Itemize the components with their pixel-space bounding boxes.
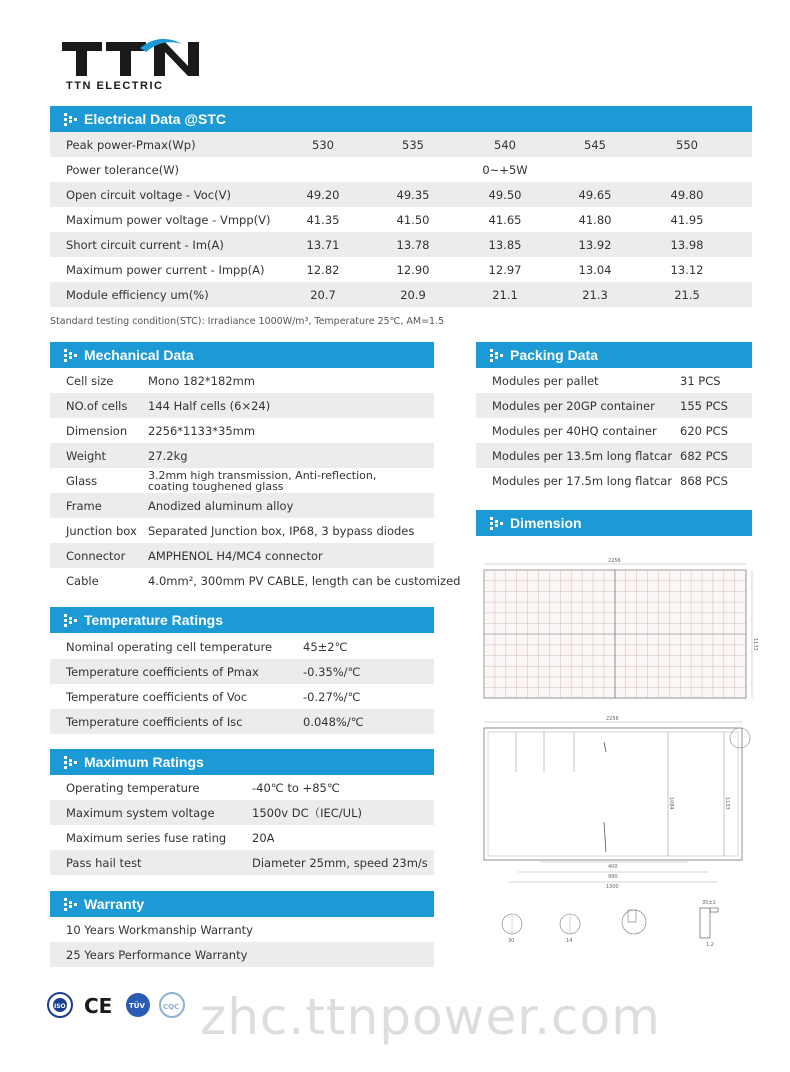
dim-bottom-1: 400: [608, 864, 618, 870]
maximum-row: [50, 825, 434, 850]
temperature-title: Temperature Ratings: [84, 612, 223, 628]
stc-note: Standard testing condition(STC): Irradiance 1000W/m³, Temperature 25℃, AM=1.5: [50, 316, 445, 327]
warranty-header: [50, 891, 434, 917]
mechanical-row: [50, 518, 434, 543]
packing-row: [476, 418, 752, 443]
warranty-row-label: 25 Years Performance Warranty: [66, 947, 248, 962]
temperature-header: [50, 607, 434, 633]
electrical-value: 12.97: [488, 262, 522, 277]
detail-views: [502, 900, 718, 948]
packing-row-label: Modules per 13.5m long flatcar: [492, 448, 673, 463]
dim-mid-height: 1084: [668, 797, 674, 810]
electrical-value: 13.92: [578, 237, 612, 252]
ttn-logo-mark: [62, 38, 210, 78]
mechanical-row-value: [148, 470, 376, 492]
section-bullet-icon: [64, 755, 78, 769]
dim-bottom-3: 1300: [606, 884, 619, 890]
electrical-row: [50, 207, 752, 232]
electrical-row: [50, 282, 752, 307]
maximum-row-label: Maximum series fuse rating: [66, 830, 227, 845]
iso-cert-icon: [48, 993, 72, 1017]
temperature-row: [50, 709, 434, 734]
electrical-value: 49.20: [306, 187, 340, 202]
tuv-cert-icon: [126, 993, 150, 1017]
temperature-row: [50, 634, 434, 659]
mechanical-row-label: Cell size: [66, 373, 114, 388]
electrical-title: Electrical Data @STC: [84, 111, 227, 127]
glass-line-1: 3.2mm high transmission, Anti-reflection,: [148, 468, 377, 482]
electrical-value: 12.82: [306, 262, 340, 277]
packing-header: [476, 342, 752, 368]
warranty-title: Warranty: [84, 896, 145, 912]
maximum-row-label: Operating temperature: [66, 780, 200, 795]
packing-row-value: 31 PCS: [680, 373, 721, 388]
packing-row-value: 682 PCS: [680, 448, 728, 463]
maximum-row: [50, 850, 434, 875]
mechanical-row: [50, 568, 461, 593]
maximum-row: [50, 775, 434, 800]
cqc-cert-icon: [160, 993, 184, 1017]
packing-row-label: Modules per 40HQ container: [492, 423, 657, 438]
temperature-row-value: 45±2℃: [303, 639, 348, 654]
mechanical-row-value: 4.0mm², 300mm PV CABLE, length can be customized: [148, 573, 461, 588]
electrical-row: [50, 132, 752, 157]
mechanical-row-label: Cable: [66, 573, 99, 588]
section-bullet-icon: [64, 112, 78, 126]
electrical-row-label: Short circuit current - Im(A): [66, 237, 224, 252]
maximum-row-label: Pass hail test: [66, 855, 142, 870]
packing-row-value: 868 PCS: [680, 473, 728, 488]
temperature-row: [50, 684, 434, 709]
electrical-value: 540: [494, 137, 516, 152]
mechanical-row: [50, 393, 434, 418]
maximum-row-value: 20A: [252, 830, 275, 845]
mechanical-row-value: 27.2kg: [148, 448, 188, 463]
mechanical-row-value: Separated Junction box, IP68, 3 bypass diodes: [148, 523, 415, 538]
section-bullet-icon: [490, 348, 504, 362]
electrical-row-label: Peak power-Pmax(Wp): [66, 137, 196, 152]
warranty-row: [50, 942, 434, 967]
maximum-row-value: 1500v DC（IEC/UL): [252, 805, 362, 820]
packing-row: [476, 368, 752, 393]
electrical-value: 13.78: [396, 237, 430, 252]
temperature-row-label: Nominal operating cell temperature: [66, 639, 273, 654]
maximum-row-label: Maximum system voltage: [66, 805, 215, 820]
electrical-value: 13.71: [306, 237, 340, 252]
section-bullet-icon: [64, 897, 78, 911]
dim-detail-35: 35±1: [702, 900, 716, 906]
electrical-value: 20.9: [400, 287, 426, 302]
electrical-row-label: Maximum power current - Impp(A): [66, 262, 265, 277]
electrical-value: 13.04: [578, 262, 612, 277]
temperature-row-label: Temperature coefficients of Pmax: [66, 664, 259, 679]
mechanical-row-label: NO.of cells: [66, 398, 128, 413]
electrical-value: 49.35: [396, 187, 430, 202]
section-bullet-icon: [64, 348, 78, 362]
mechanical-row: [50, 493, 434, 518]
maximum-row-value: -40℃ to +85℃: [252, 780, 340, 795]
mechanical-row-value: 2256*1133*35mm: [148, 423, 256, 438]
mechanical-row: [50, 543, 434, 568]
power-tolerance-value: 0~+5W: [482, 162, 528, 177]
electrical-value: 21.1: [492, 287, 518, 302]
mechanical-header: [50, 342, 434, 368]
electrical-value: 13.12: [670, 262, 704, 277]
electrical-row-label: Module efficiency um(%): [66, 287, 209, 302]
dim-side-height: 1133: [752, 638, 758, 651]
ce-cert-icon: [84, 994, 112, 1018]
maximum-row-value: Diameter 25mm, speed 23m/s: [252, 855, 428, 870]
temperature-row-label: Temperature coefficients of Voc: [66, 689, 248, 704]
electrical-value: 21.5: [674, 287, 700, 302]
packing-row-value: 155 PCS: [680, 398, 728, 413]
mechanical-row-value: Mono 182*182mm: [148, 373, 255, 388]
electrical-row-label: Open circuit voltage - Voc(V): [66, 187, 231, 202]
electrical-header: [50, 106, 752, 132]
electrical-value: 535: [402, 137, 424, 152]
mechanical-row-label: Weight: [66, 448, 107, 463]
mechanical-row-label: Junction box: [66, 523, 137, 538]
panel-back-view: [484, 716, 750, 890]
electrical-value: 12.90: [396, 262, 430, 277]
electrical-value: 545: [584, 137, 606, 152]
temperature-row-value: -0.35%/℃: [303, 664, 361, 679]
electrical-value: 20.7: [310, 287, 336, 302]
section-bullet-icon: [490, 516, 504, 530]
mechanical-row-label: Frame: [66, 498, 102, 513]
electrical-value: 530: [312, 137, 334, 152]
electrical-value: 21.3: [582, 287, 608, 302]
packing-row: [476, 443, 752, 468]
dim-right-height: 1133: [724, 797, 730, 810]
mechanical-row: [50, 443, 434, 468]
packing-row-value: 620 PCS: [680, 423, 728, 438]
website-watermark: zhc.ttnpower.com: [200, 988, 661, 1046]
dim-bottom-2: 990: [608, 874, 618, 880]
electrical-row: [50, 257, 752, 282]
mechanical-row-value: 144 Half cells (6×24): [148, 398, 271, 413]
electrical-value: 550: [676, 137, 698, 152]
electrical-value: 41.95: [670, 212, 704, 227]
temperature-row: [50, 659, 434, 684]
svg-text:TÜV: TÜV: [129, 1002, 145, 1010]
electrical-value: 41.50: [396, 212, 430, 227]
temperature-row-value: -0.27%/℃: [303, 689, 361, 704]
mechanical-row: [50, 468, 434, 493]
packing-row-label: Modules per 17.5m long flatcar: [492, 473, 673, 488]
electrical-value: 41.65: [488, 212, 522, 227]
packing-row-label: Modules per pallet: [492, 373, 599, 388]
temperature-row-value: 0.048%/℃: [303, 714, 364, 729]
svg-text:ISO: ISO: [54, 1003, 66, 1010]
warranty-row-label: 10 Years Workmanship Warranty: [66, 922, 253, 937]
dimension-drawing: [478, 552, 758, 952]
packing-row: [476, 393, 752, 418]
mechanical-row-label: Connector: [66, 548, 126, 563]
section-bullet-icon: [64, 613, 78, 627]
packing-row: [476, 468, 752, 493]
electrical-value: 49.65: [578, 187, 612, 202]
mechanical-row: [50, 418, 434, 443]
packing-title: Packing Data: [510, 347, 598, 363]
electrical-value: 49.50: [488, 187, 522, 202]
mechanical-row: [50, 368, 434, 393]
electrical-value: 49.80: [670, 187, 704, 202]
electrical-row: [50, 157, 752, 182]
dimension-header: [476, 510, 752, 536]
dimension-title: Dimension: [510, 515, 582, 531]
mechanical-title: Mechanical Data: [84, 347, 194, 363]
maximum-header: [50, 749, 434, 775]
electrical-row: [50, 232, 752, 257]
certification-logos: [46, 985, 206, 1031]
svg-text:CQC: CQC: [163, 1003, 180, 1011]
panel-front-view: [484, 558, 758, 698]
dim-detail-30: 30: [508, 938, 515, 944]
electrical-row-label: Maximum power voltage - Vmpp(V): [66, 212, 271, 227]
dim-back-length: 2256: [606, 716, 619, 722]
warranty-row: [50, 917, 434, 942]
maximum-row: [50, 800, 434, 825]
electrical-value: 41.80: [578, 212, 612, 227]
electrical-row: [50, 182, 752, 207]
mechanical-row-label: Glass: [66, 473, 98, 488]
dim-top-length: 2256: [608, 558, 621, 564]
electrical-row-label: Power tolerance(W): [66, 162, 180, 177]
mechanical-row-value: Anodized aluminum alloy: [148, 498, 294, 513]
electrical-value: 13.85: [488, 237, 522, 252]
electrical-value: 13.98: [670, 237, 704, 252]
glass-line-2: coating toughened glass: [148, 479, 284, 493]
temperature-row-label: Temperature coefficients of Isc: [66, 714, 243, 729]
brand-subtitle: TTN ELECTRIC: [66, 80, 164, 92]
electrical-value: 41.35: [306, 212, 340, 227]
svg-text:CE: CE: [84, 994, 113, 1018]
mechanical-row-label: Dimension: [66, 423, 128, 438]
packing-row-label: Modules per 20GP container: [492, 398, 655, 413]
mechanical-row-value: AMPHENOL H4/MC4 connector: [148, 548, 323, 563]
dim-detail-12: 1.2: [706, 942, 714, 948]
maximum-title: Maximum Ratings: [84, 754, 204, 770]
dim-detail-14: 14: [566, 938, 573, 944]
